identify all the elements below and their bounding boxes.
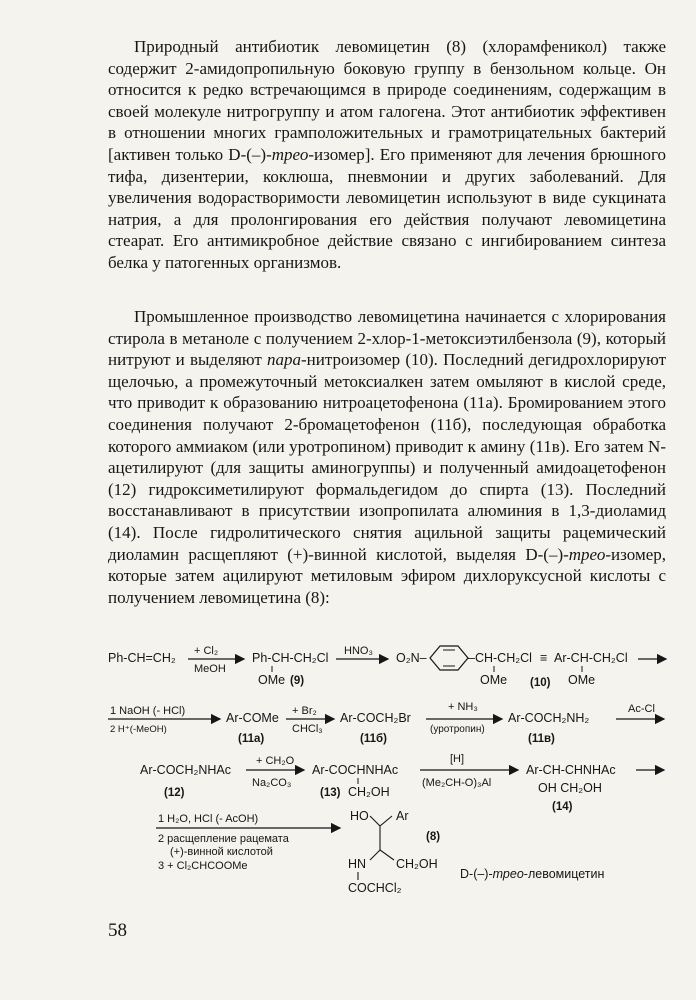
cond3-step1: 1 NaOH (- HCl): [110, 705, 186, 717]
cond4-reagent: + Br₂: [292, 705, 317, 717]
struct8-hn: HN: [348, 857, 367, 871]
cond8-catalyst: (Me₂CH-O)₃Al: [422, 777, 492, 789]
compound-14-formula: Ar-CH-CHNHAc: [526, 763, 616, 777]
compound-9-formula: Ph-CH-CH₂Cl: [252, 651, 329, 665]
label-10: (10): [530, 677, 551, 689]
label-8: (8): [426, 831, 441, 843]
label-11a: (11а): [238, 733, 265, 745]
equiv-sign: ≡: [540, 651, 548, 665]
compound-9-ome: OMe: [258, 673, 286, 687]
cond1-reagent: + Cl₂: [194, 645, 219, 657]
struct8-ch2oh: CH₂OH: [396, 857, 438, 871]
final-step-1: 1 H₂O, HCl (- AcOH): [158, 813, 259, 825]
compound-10-ar: Ar-CH-CH₂Cl: [554, 651, 628, 665]
label-13: (13): [320, 787, 341, 799]
compound-10-chain: –CH-CH₂Cl: [468, 651, 532, 665]
compound-13-formula: Ar-COCHNHAc: [312, 763, 399, 777]
cond1-solvent: MeOH: [194, 663, 226, 675]
struct8-bond-a: [370, 816, 380, 826]
label-11v: (11в): [528, 733, 555, 745]
compound-13-sub: CH₂OH: [348, 785, 390, 799]
cond5-reagent: + NH₃: [448, 701, 478, 713]
compound-12-formula: Ar-COCH₂NHAc: [140, 763, 231, 777]
compound-11v-formula: Ar-COCH₂NH₂: [508, 711, 590, 725]
styrene-formula: Ph-CH=CH₂: [108, 651, 176, 665]
label-9: (9): [290, 675, 305, 687]
struct8-bond-b: [380, 816, 392, 826]
label-12: (12): [164, 787, 185, 799]
struct8-cochcl2: COCHCl₂: [348, 881, 402, 895]
struct8-bond-e: [380, 850, 394, 860]
struct8-bond-d: [370, 850, 380, 860]
paragraph-2-text-run: -нитроизомер (10). Последний дегидрохлорируют щелочью, а промежуточный метоксиалкен затем омыляют в кислой среде, что приводит к образованию нитроацетофенона (11а). Бромированием этого соединения получают 2-бромацетофенон (11б), последующая обработка которого аммиаком (или уротропином) приводит к амину (11в). Его затем N-ацетилируют (для защиты аминогруппы) и полученный амидоацетофенон (12) гидроксиметилируют формальдегидом до спирта (13). Последний восстанавливают в присутствии изопропилата алюминия в 1,3-диоламид (14). После гидролитического снятия ацильной защиты рацемический диоламин расщепляют (+)-винной кислотой, выделяя D-(–)-: [108, 350, 666, 564]
compound-10-ome: OMe: [480, 673, 508, 687]
struct8-ho: HO: [350, 809, 369, 823]
compound-11b-formula: Ar-COCH₂Br: [340, 711, 411, 725]
nitro-group: O₂N–: [396, 651, 427, 665]
page-number: 58: [108, 920, 127, 941]
paragraph-2-text-run: пара: [266, 350, 301, 370]
compound-8-name: D-(–)-трео-левомицетин: [460, 867, 605, 881]
cond5-solvent: (уротропин): [430, 724, 485, 735]
label-14: (14): [552, 801, 573, 813]
paragraph-1: [108, 36, 666, 274]
paragraph-1-text-run: трео: [271, 144, 309, 164]
cond7-base: Na₂CO₃: [252, 777, 292, 789]
synthesis-scheme: [108, 640, 668, 900]
final-step-3: 3 + Cl₂CHCOOMe: [158, 860, 248, 872]
final-step-2a: 2 расщепление рацемата: [158, 833, 289, 845]
compound-14-sub: OH CH₂OH: [538, 781, 602, 795]
paragraph-2-text-run: Промышленное производство левомицетина начинается с хлорирования стирола в метаноле с получением 2-хлор-1-метоксиэтилбензола (9), который нитруют и выделяют: [108, 307, 666, 370]
paragraph-2: [108, 306, 666, 608]
paragraph-1-text-run: Природный антибиотик левомицетин (8) (хлорамфеникол) также содержит 2-амидопропильную боковую группу в бензольном кольце. Он относится к редко встречающимся в природе соединениям, содержащим в своей молекуле нитрогруппу и атом галогена. Этот антибиотик эффективен в отношении многих грамположительных и грамотрицательных бактерий [активен только D-(–)-: [108, 37, 666, 164]
reaction-scheme-svg: [108, 640, 668, 900]
compound-11a-formula: Ar-COMe: [226, 711, 279, 725]
paragraph-2-text-run: -изомер, которые затем ацилируют метиловым эфиром дихлоруксусной кислоты с получением левомицетина (8):: [108, 544, 666, 607]
cond3-step2: 2 H⁺(-MeOH): [110, 724, 167, 735]
label-11b: (11б): [360, 733, 387, 745]
struct8-ar: Ar: [396, 809, 409, 823]
paragraph-1-text-run: -изомер]. Его применяют для лечения брюшного тифа, дизентерии, коклюша, пневмонии и других заболеваний. Для увеличения водорастворимости левомицетин используют в виде сукцината натрия, а для пролонгирования его действия получают левомицетина стеарат. Его антимикробное действие связано с ингибированием синтеза белка у патогенных организмов.: [108, 144, 666, 272]
paragraph-2-text-run: трео: [568, 544, 606, 564]
cond7-reagent: + CH₂O: [256, 755, 295, 767]
cond4-solvent: CHCl₃: [292, 723, 323, 735]
cond8-reagent: [H]: [450, 753, 465, 765]
cond2-reagent: HNO₃: [344, 645, 373, 657]
compound-10-ar-ome: OMe: [568, 673, 596, 687]
cond6-reagent: Ac-Cl: [628, 703, 655, 715]
final-step-2b: (+)-винной кислотой: [170, 846, 273, 858]
